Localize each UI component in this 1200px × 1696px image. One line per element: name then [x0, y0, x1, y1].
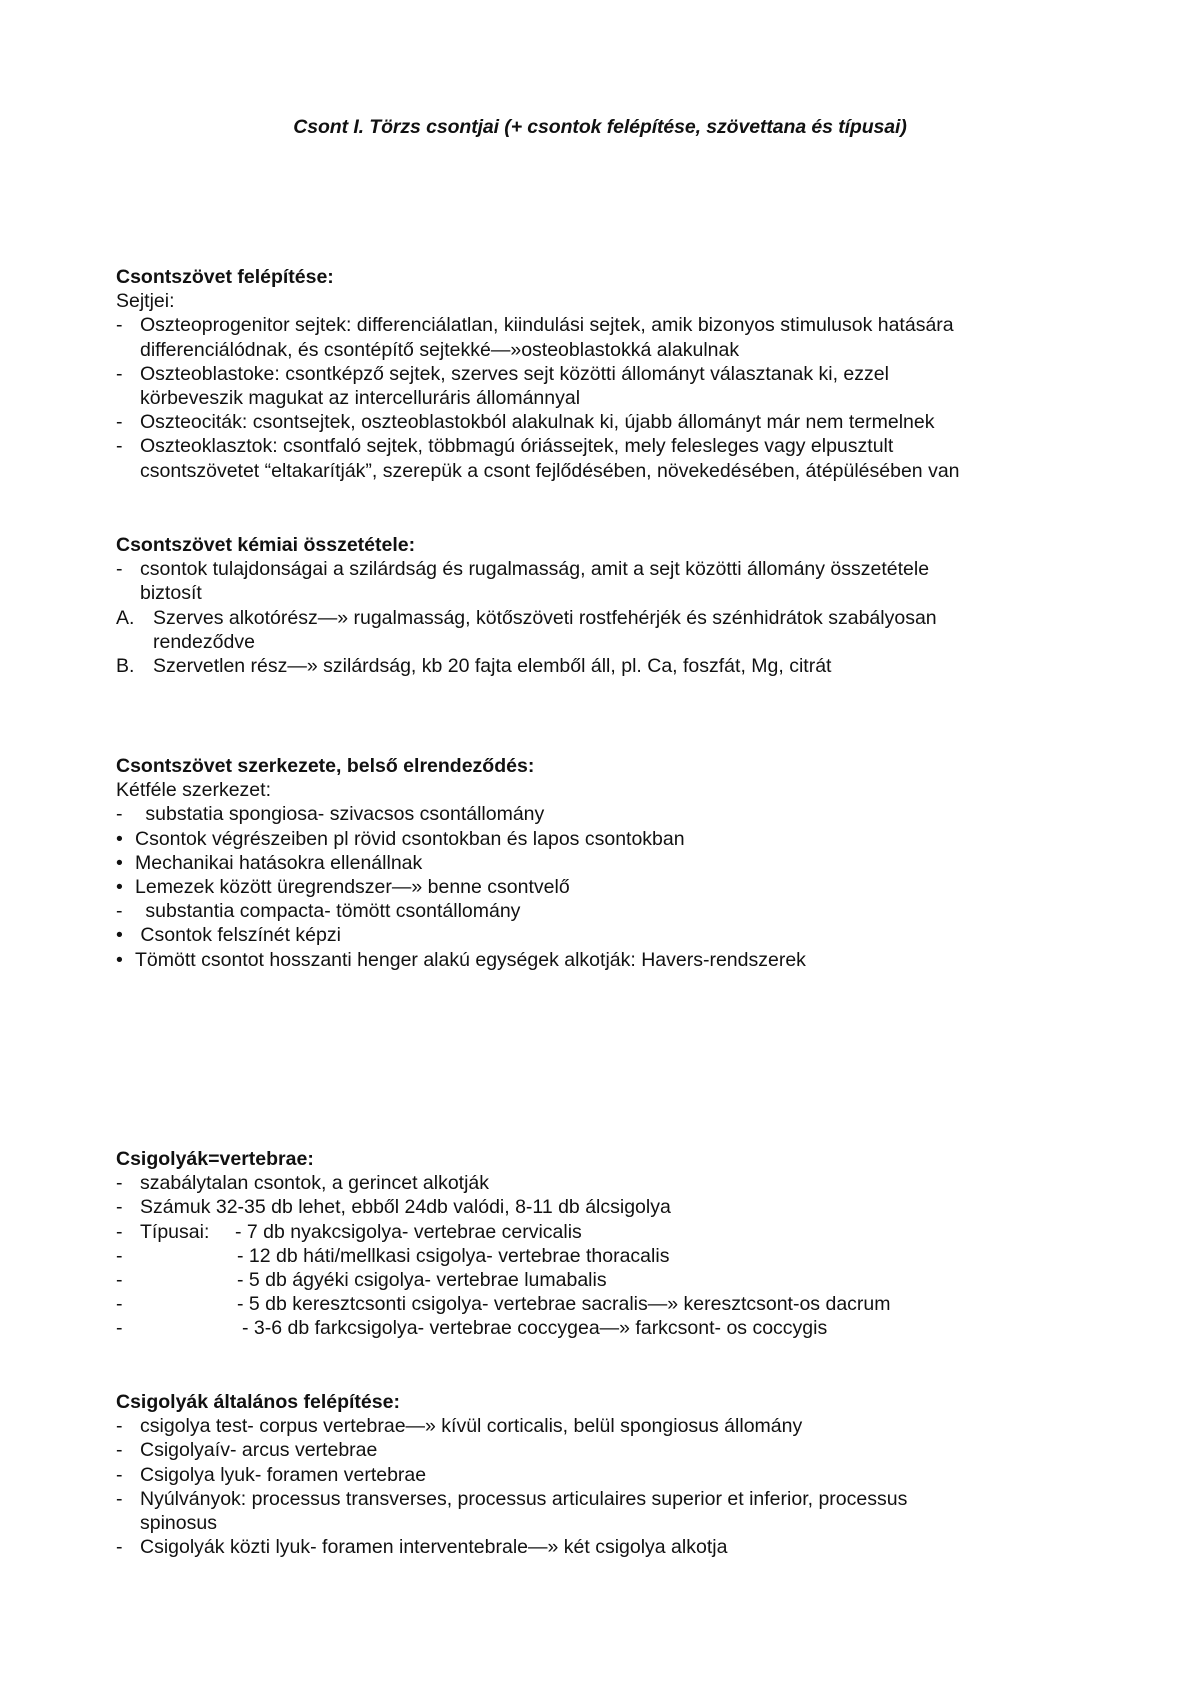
list-item-text: Lemezek között üregrendszer—» benne csontvelő — [135, 876, 570, 899]
section-heading: Csigolyák általános felépítése: — [116, 1391, 400, 1413]
list-item-text: Oszteoklasztok: csontfaló sejtek, többmagú óriássejtek, mely felesleges vagy elpusztult — [140, 435, 894, 458]
vertebra-type-text: - 12 db háti/mellkasi csigolya- vertebrae thoracalis — [237, 1244, 670, 1267]
list-item-text: Tömött csontot hosszanti henger alakú egységek alkotják: Havers-rendszerek — [135, 948, 806, 971]
list-item — [116, 875, 1116, 899]
list-item — [116, 557, 1116, 581]
list-item — [116, 1195, 1116, 1219]
dash-marker: - — [116, 411, 123, 434]
dash-marker: - — [116, 1220, 123, 1243]
vertebra-type-text: - 5 db ágyéki csigolya- vertebrae lumabalis — [237, 1269, 607, 1292]
list-item — [116, 1414, 1116, 1438]
dash-marker: - — [116, 435, 123, 458]
list-item-text: Oszteoblastoke: csontképző sejtek, szerves sejt közötti állományt választanak ki, ezzel — [140, 362, 889, 385]
bullet-marker: • — [116, 827, 123, 850]
vertebra-type-text: - 7 db nyakcsigolya- vertebrae cervicalis — [235, 1220, 582, 1243]
bullet-marker: • — [116, 948, 123, 971]
list-item-text: Számuk 32-35 db lehet, ebből 24db valódi, 8-11 db álcsigolya — [140, 1196, 671, 1219]
section-heading: Csigolyák=vertebrae: — [116, 1148, 314, 1170]
letter-marker: B. — [116, 655, 135, 678]
section-chemical-composition — [116, 533, 1116, 678]
dash-marker: - — [116, 1439, 123, 1462]
dash-marker: - — [116, 1536, 123, 1559]
dash-marker: - — [116, 1269, 123, 1292]
dash-marker: - — [116, 900, 123, 923]
section-heading: Csontszövet felépítése: — [116, 266, 334, 288]
dash-marker: - — [116, 1244, 123, 1267]
list-item-text: Mechanikai hatásokra ellenállnak — [135, 851, 423, 874]
list-item-text: Csontok végrészeiben pl rövid csontokban és lapos csontokban — [135, 827, 685, 850]
list-item-text: csigolya test- corpus vertebrae—» kívül corticalis, belül spongiosus állomány — [140, 1415, 803, 1438]
dash-marker: - — [116, 314, 123, 337]
dash-marker: - — [116, 1487, 123, 1510]
list-item — [116, 654, 1116, 678]
list-item — [116, 851, 1116, 875]
section-vertebrae — [116, 1147, 1116, 1341]
list-item-text: substatia spongiosa- szivacsos csontállomány — [140, 803, 545, 826]
list-item — [116, 1438, 1116, 1462]
list-item-text: Oszteociták: csontsejtek, oszteoblastokból alakulnak ki, újabb állományt már nem termelnek — [140, 411, 935, 434]
letter-marker: A. — [116, 606, 135, 629]
list-item — [116, 1535, 1116, 1559]
list-item-text: Csigolyák közti lyuk- foramen interventebrale—» két csigolya alkotja — [140, 1536, 728, 1559]
vertebra-type-row — [116, 1268, 1116, 1292]
dash-marker: - — [116, 1196, 123, 1219]
list-item — [116, 606, 1116, 630]
list-item-text: Csigolyaív- arcus vertebrae — [140, 1439, 378, 1462]
vertebra-type-row — [116, 1292, 1116, 1316]
list-item — [116, 899, 1116, 923]
bullet-marker: • — [116, 924, 123, 947]
section-heading: Csontszövet kémiai összetétele: — [116, 534, 416, 556]
bullet-marker: • — [116, 851, 123, 874]
section-vertebra-general-structure — [116, 1390, 1116, 1559]
dash-marker: - — [116, 1463, 123, 1486]
bullet-marker: • — [116, 876, 123, 899]
section-internal-structure — [116, 754, 1116, 972]
list-item — [116, 313, 1116, 337]
list-item-continuation: biztosít — [140, 582, 202, 605]
list-item-text: szabálytalan csontok, a gerincet alkotják — [140, 1172, 490, 1195]
section-intro: Kétféle szerkezet: — [116, 779, 271, 802]
list-item — [116, 827, 1116, 851]
dash-marker: - — [116, 1293, 123, 1316]
dash-marker: - — [116, 1172, 123, 1195]
list-item-text: substantia compacta- tömött csontállomány — [140, 900, 521, 923]
dash-marker: - — [116, 1415, 123, 1438]
list-item — [116, 802, 1116, 826]
list-item — [116, 1463, 1116, 1487]
list-item — [116, 1171, 1116, 1195]
list-item-continuation: körbeveszik magukat az intercelluráris állománnyal — [140, 387, 581, 410]
vertebra-type-row — [116, 1244, 1116, 1268]
vertebra-type-text: - 5 db keresztcsonti csigolya- vertebrae sacralis—» keresztcsont-os dacrum — [237, 1293, 891, 1316]
dash-marker: - — [116, 803, 123, 826]
list-item — [116, 362, 1116, 386]
list-item-continuation: rendeződve — [153, 630, 255, 653]
dash-marker: - — [116, 1317, 123, 1340]
list-item-text: Szerves alkotórész—» rugalmasság, kötőszöveti rostfehérjék és szénhidrátok szabályosan — [153, 606, 937, 629]
section-heading: Csontszövet szerkezete, belső elrendeződés: — [116, 755, 535, 777]
list-item — [116, 1487, 1116, 1511]
list-item — [116, 434, 1116, 458]
list-item-text: Csigolya lyuk- foramen vertebrae — [140, 1463, 427, 1486]
document-title: Csont I. Törzs csontjai (+ csontok felépítése, szövettana és típusai) — [293, 116, 907, 138]
list-item-continuation: csontszövetet “eltakarítják”, szerepük a csont fejlődésében, növekedésében, átépülésében van — [140, 459, 960, 482]
section-bone-tissue-structure — [116, 265, 1116, 483]
list-item-text: Szervetlen rész—» szilárdság, kb 20 fajta elemből áll, pl. Ca, foszfát, Mg, citrát — [153, 655, 832, 678]
list-item — [116, 948, 1116, 972]
vertebra-type-text: - 3-6 db farkcsigolya- vertebrae coccygea—» farkcsont- os coccygis — [242, 1317, 828, 1340]
section-intro: Sejtjei: — [116, 290, 175, 313]
list-item-continuation: spinosus — [140, 1512, 217, 1535]
dash-marker: - — [116, 558, 123, 581]
dash-marker: - — [116, 362, 123, 385]
vertebra-type-row — [116, 1220, 1116, 1244]
vertebra-type-row — [116, 1316, 1116, 1340]
list-item-text: Csontok felszínét képzi — [135, 924, 341, 947]
list-item-text: csontok tulajdonságai a szilárdság és rugalmasság, amit a sejt közötti állomány összetétele — [140, 558, 930, 581]
types-label: Típusai: — [140, 1220, 210, 1243]
list-item — [116, 410, 1116, 434]
list-item — [116, 923, 1116, 947]
list-item-text: Oszteoprogenitor sejtek: differenciálatlan, kiindulási sejtek, amik bizonyos stimulusok hatására — [140, 314, 954, 337]
list-item-continuation: differenciálódnak, és csontépítő sejtekké—»osteoblastokká alakulnak — [140, 338, 740, 361]
list-item-text: Nyúlványok: processus transverses, processus articulaires superior et inferior, processus — [140, 1487, 908, 1510]
